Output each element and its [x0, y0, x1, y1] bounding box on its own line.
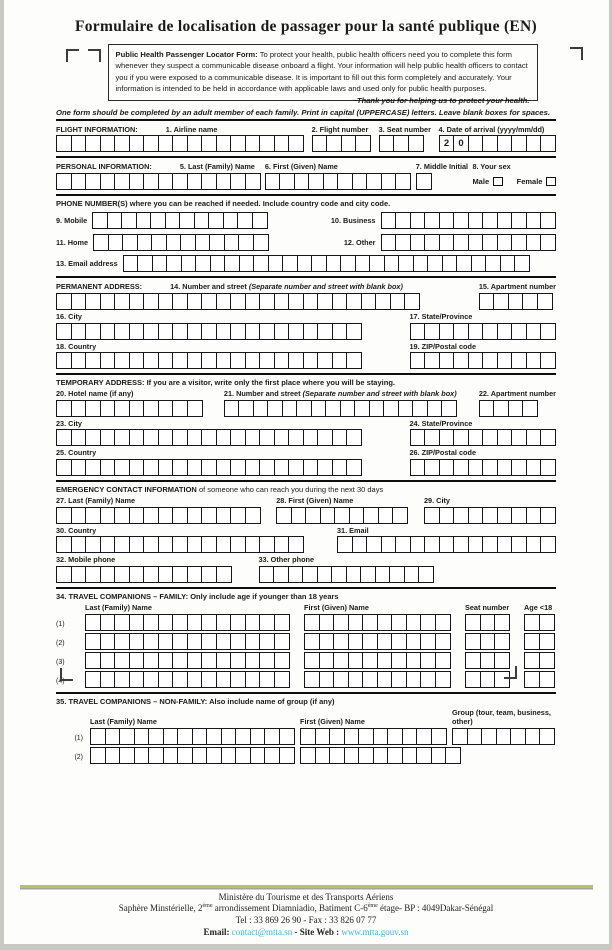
field-temp-city: [56, 419, 362, 447]
other-phone-label: 12. Other: [343, 237, 376, 247]
family-first-boxes: [304, 614, 452, 631]
char-box: [346, 323, 362, 340]
char-box: 2: [439, 135, 455, 152]
family-section-label: 34. TRAVEL COMPANIONS – FAMILY:: [56, 591, 189, 601]
male-checkbox: [493, 177, 503, 187]
char-box: [539, 633, 555, 650]
temp-hotel-boxes: [56, 400, 203, 417]
emg-other-boxes: [259, 566, 435, 583]
section-personal: [56, 158, 556, 196]
char-box: [540, 323, 556, 340]
nonfamily-last-boxes: [90, 728, 296, 745]
field-emg-email: [337, 526, 556, 554]
emergency-section-label: EMERGENCY CONTACT INFORMATION: [56, 484, 197, 494]
page-title: Formulaire de localisation de passager pour la santé publique (EN): [74, 18, 538, 35]
char-box: [274, 614, 290, 631]
field-perm-city: [56, 312, 362, 340]
female-label: Female: [516, 176, 543, 186]
perm-street-boxes: [56, 293, 420, 310]
char-box: [514, 255, 530, 272]
email-address-boxes: [123, 255, 531, 272]
family-last-boxes: [85, 614, 291, 631]
footer-contacts: [4, 927, 609, 939]
field-perm-street: [56, 282, 420, 310]
char-box: [435, 671, 451, 688]
family-last-boxes: [85, 633, 291, 650]
char-box: [279, 747, 295, 764]
footer-address: Saphère Minstérielle, 2ème arrondissement Diamniadio, Batiment C-6ème étage- BP : 4049Dakar-Sénégal: [118, 903, 494, 914]
nonfamily-section-note: Also include name of group (if any): [209, 696, 335, 706]
field-perm-apartment: [479, 282, 556, 310]
char-box: [216, 566, 232, 583]
char-box: [539, 671, 555, 688]
mobile-phone-boxes: [92, 212, 268, 229]
flight-number-label: 2. Flight number: [311, 124, 369, 134]
char-box: [445, 747, 461, 764]
nonfamily-first-boxes: [300, 728, 448, 745]
date-of-arrival-label: 4. Date of arrival (yyyy/mm/dd): [438, 124, 545, 134]
family-col-seat: Seat number: [465, 602, 510, 612]
home-phone-label: 11. Home: [56, 237, 89, 247]
footer-ministry: Ministère du Tourisme et des Transports Aériens: [218, 891, 394, 902]
temp-zip-boxes: [410, 459, 557, 476]
emg-first-name-boxes: [276, 507, 408, 524]
scanned-form-page: [4, 0, 609, 944]
family-age-boxes: [524, 652, 556, 669]
family-first-boxes: [304, 633, 452, 650]
char-box: [540, 352, 556, 369]
middle-initial-boxes: [416, 173, 468, 190]
airline-name-boxes: [56, 135, 304, 152]
male-label: Male: [472, 176, 490, 186]
section-companions-nonfamily: [56, 694, 556, 768]
crop-mark-top-right: [570, 47, 583, 60]
emg-last-name-boxes: [56, 507, 261, 524]
char-box: [346, 352, 362, 369]
intro-thanks: ~Thank you for helping us to protect your health.: [352, 95, 530, 105]
perm-city-boxes: [56, 323, 362, 340]
char-box: [288, 135, 304, 152]
flight-number-boxes: [312, 135, 372, 152]
perm-street-note: (Separate number and street with blank box): [248, 282, 403, 292]
section-permanent-address: [56, 278, 556, 375]
field-seat-number: [379, 125, 431, 153]
field-last-name: [56, 162, 261, 190]
temp-city-label: 23. City: [56, 418, 82, 428]
field-airline-name: [56, 125, 304, 153]
temp-state-boxes: [410, 429, 557, 446]
perm-zip-boxes: [410, 352, 557, 369]
other-phone-boxes: [381, 234, 557, 251]
home-phone-boxes: [93, 234, 269, 251]
temp-apartment-boxes: [479, 400, 556, 417]
temp-street-boxes: [224, 400, 458, 417]
char-box: [408, 135, 424, 152]
crop-mark-bottom-right: [504, 666, 517, 679]
emg-city-label: 29. City: [424, 495, 450, 505]
family-row: [56, 669, 556, 688]
perm-city-label: 16. City: [56, 311, 82, 321]
temp-street-note: (Separate number and street with blank box): [302, 389, 457, 399]
nonfamily-row-label: (2): [74, 753, 83, 761]
temp-apartment-label: 22. Apartment number: [478, 389, 556, 399]
char-box: [274, 652, 290, 669]
field-emg-first-name: [276, 496, 408, 524]
family-row: [56, 650, 556, 669]
family-row-label: (4): [56, 677, 65, 685]
char-box: [539, 728, 555, 745]
char-box: [441, 400, 457, 417]
family-col-last: Last (Family) Name: [85, 602, 152, 612]
crop-mark-top-left-1: [66, 49, 79, 62]
char-box: [346, 459, 362, 476]
perm-country-label: 18. Country: [56, 341, 97, 351]
char-box: [245, 173, 261, 190]
temp-city-boxes: [56, 429, 362, 446]
nonfamily-row: [56, 726, 556, 745]
emergency-section-note: of someone who can reach you during the next 30 days: [198, 484, 384, 494]
personal-section-label: PERSONAL INFORMATION:: [56, 162, 152, 172]
nonfamily-col-first: First (Given) Name: [300, 716, 365, 726]
char-box: [187, 400, 203, 417]
perm-state-label: 17. State/Province: [409, 311, 473, 321]
char-box: [435, 614, 451, 631]
nonfamily-col-group-note: (tour, team, business, other): [452, 707, 551, 726]
field-temp-hotel: [56, 389, 203, 417]
form-body: [56, 106, 556, 768]
family-row-label: (2): [56, 639, 65, 647]
permanent-section-label: PERMANENT ADDRESS:: [56, 282, 143, 292]
char-box: [540, 507, 556, 524]
char-box: [346, 429, 362, 446]
field-temp-country: [56, 448, 362, 476]
family-last-boxes: [85, 671, 291, 688]
char-box: [431, 728, 447, 745]
field-your-sex: [472, 162, 556, 190]
phone-section-label: PHONE NUMBER(S) where you can be reached if needed. Include country code and city code.: [56, 198, 391, 208]
middle-initial-label: 7. Middle Initial: [415, 162, 469, 172]
char-box: [435, 652, 451, 669]
perm-state-boxes: [410, 323, 557, 340]
char-box: [539, 652, 555, 669]
temporary-section-note: If you are a visitor, write only the first place where you will be staying.: [146, 378, 395, 388]
section-companions-family: [56, 589, 556, 694]
char-box: [279, 728, 295, 745]
field-emg-last-name: [56, 496, 261, 524]
crop-mark-bottom-left: [60, 668, 73, 681]
temp-country-label: 25. Country: [56, 448, 97, 458]
emg-mobile-label: 32. Mobile phone: [56, 555, 116, 565]
temp-street-label: 21. Number and street: [223, 389, 301, 399]
char-box: [245, 507, 261, 524]
airline-name-label: 1. Airline name: [165, 124, 218, 134]
perm-apartment-label: 15. Apartment number: [478, 282, 556, 292]
field-emg-country: [56, 526, 304, 554]
perm-apartment-boxes: [479, 293, 556, 310]
family-row-label: (3): [56, 658, 65, 666]
temp-zip-label: 26. ZIP/Postal code: [409, 448, 477, 458]
field-first-name: [265, 162, 412, 190]
char-box: [274, 671, 290, 688]
your-sex-label: 8. Your sex: [472, 162, 511, 172]
field-temp-apartment: [479, 389, 556, 417]
char-box: [494, 633, 510, 650]
char-box: [435, 633, 451, 650]
char-box: [537, 293, 553, 310]
emg-email-label: 31. Email: [337, 525, 369, 535]
field-email-address: [56, 255, 530, 272]
business-phone-boxes: [381, 212, 557, 229]
field-home-phone: [56, 234, 269, 251]
perm-zip-label: 19. ZIP/Postal code: [409, 341, 477, 351]
nonfamily-last-boxes: [90, 747, 296, 764]
business-phone-label: 10. Business: [330, 216, 376, 226]
char-box: [252, 212, 268, 229]
field-middle-initial: [416, 162, 468, 190]
char-box: [540, 212, 556, 229]
emg-other-label: 33. Other phone: [258, 555, 315, 565]
email-address-label: 13. Email address: [56, 259, 118, 269]
family-col-age: Age <18: [524, 602, 553, 612]
field-other-phone: [344, 234, 556, 251]
char-box: 0: [453, 135, 469, 152]
char-box: [540, 135, 556, 152]
char-box: [540, 234, 556, 251]
field-emg-mobile: [56, 555, 232, 583]
char-box: [418, 566, 434, 583]
field-date-of-arrival: [439, 125, 557, 153]
family-age-boxes: [524, 614, 556, 631]
date-of-arrival-boxes: [439, 135, 557, 152]
last-name-boxes: [56, 173, 261, 190]
emg-first-name-label: 28. First (Given) Name: [276, 495, 354, 505]
instruction-line: One form should be completed by an adult member of each family. Print in capital (UPPERCASE) letters. Leave blank boxes for spaces.: [56, 106, 556, 121]
field-perm-state: [410, 312, 557, 340]
temp-hotel-label: 20. Hotel name (if any): [56, 389, 134, 399]
intro-lead: Public Health Passenger Locator Form:: [115, 50, 258, 59]
char-box: [392, 507, 408, 524]
family-age-boxes: [524, 633, 556, 650]
field-perm-country: [56, 342, 362, 370]
family-row: [56, 612, 556, 631]
char-box: [395, 173, 411, 190]
first-name-label: 6. First (Given) Name: [264, 162, 338, 172]
field-mobile-phone: [56, 212, 268, 229]
perm-street-label: 14. Number and street: [170, 282, 247, 292]
family-row-label: (1): [56, 620, 65, 628]
section-flight: [56, 121, 556, 159]
section-temporary-address: [56, 375, 556, 482]
char-box: [404, 293, 420, 310]
footer: [4, 885, 609, 939]
emg-email-boxes: [337, 536, 556, 553]
nonfamily-first-boxes: [300, 747, 448, 764]
char-box: [274, 633, 290, 650]
field-temp-zip: [410, 448, 557, 476]
temp-country-boxes: [56, 459, 362, 476]
field-perm-zip: [410, 342, 557, 370]
footer-tel-fax: Tel : 33 869 26 90 - Fax : 33 826 07 77: [235, 915, 377, 926]
mobile-phone-label: 9. Mobile: [56, 216, 88, 226]
field-temp-state: [410, 419, 557, 447]
nonfamily-row: [56, 745, 556, 764]
nonfamily-group-boxes: [452, 728, 555, 745]
family-seat-boxes: [465, 633, 511, 650]
char-box: [416, 173, 432, 190]
flight-section-label: FLIGHT INFORMATION:: [56, 124, 138, 134]
seat-number-label: 3. Seat number: [378, 124, 431, 134]
family-last-boxes: [85, 652, 291, 669]
section-emergency-contact: [56, 482, 556, 589]
family-row: [56, 631, 556, 650]
emg-last-name-label: 27. Last (Family) Name: [56, 495, 136, 505]
family-first-boxes: [304, 652, 452, 669]
char-box: [288, 536, 304, 553]
first-name-boxes: [265, 173, 412, 190]
family-age-boxes: [524, 671, 556, 688]
family-col-first: First (Given) Name: [304, 602, 369, 612]
family-section-note: Only include age if younger than 18 years: [190, 591, 339, 601]
nonfamily-row-label: (1): [74, 734, 83, 742]
female-checkbox: [546, 177, 556, 187]
char-box: [540, 536, 556, 553]
field-temp-street: [224, 389, 458, 417]
field-emg-other: [259, 555, 435, 583]
field-flight-number: [312, 125, 372, 153]
temporary-section-label: TEMPORARY ADDRESS:: [56, 378, 145, 388]
nonfamily-col-group: Group: [452, 707, 474, 717]
char-box: [494, 614, 510, 631]
crop-mark-top-left-2: [88, 49, 101, 62]
seat-number-boxes: [379, 135, 431, 152]
emg-country-boxes: [56, 536, 304, 553]
footer-email-link[interactable]: contact@mtta.sn: [231, 927, 293, 938]
field-business-phone: [331, 212, 556, 229]
intro-body: To protect your health, public health officers need you to complete this form whenever they suspect a communicable disease onboard a flight. Your information will help public health officers to contact you if you were exposed to a communicable disease. It is important to fill out this form completely and accurately. Your information is intended to be held in accordance with applicable laws and used only for public health purposes.: [115, 50, 528, 94]
perm-country-boxes: [56, 352, 362, 369]
footer-email-label: Email:: [203, 927, 232, 938]
field-emg-city: [424, 496, 556, 524]
char-box: [540, 459, 556, 476]
char-box: [522, 400, 538, 417]
emg-mobile-boxes: [56, 566, 232, 583]
footer-accent-rule: [20, 885, 593, 888]
family-first-boxes: [304, 671, 452, 688]
emg-country-label: 30. Country: [56, 525, 97, 535]
nonfamily-section-label: 35. TRAVEL COMPANIONS – NON-FAMILY:: [56, 696, 208, 706]
footer-web-link[interactable]: www.mtta.gouv.sn: [341, 927, 409, 938]
char-box: [253, 234, 269, 251]
temp-state-label: 24. State/Province: [409, 418, 473, 428]
last-name-label: 5. Last (Family) Name: [179, 162, 255, 172]
family-seat-boxes: [465, 614, 511, 631]
char-box: [355, 135, 371, 152]
intro-box: [108, 44, 538, 105]
char-box: [539, 614, 555, 631]
footer-web-label: - Site Web :: [292, 927, 342, 938]
section-phone: [56, 196, 556, 279]
char-box: [540, 429, 556, 446]
nonfamily-col-last: Last (Family) Name: [90, 716, 157, 726]
emg-city-boxes: [424, 507, 556, 524]
